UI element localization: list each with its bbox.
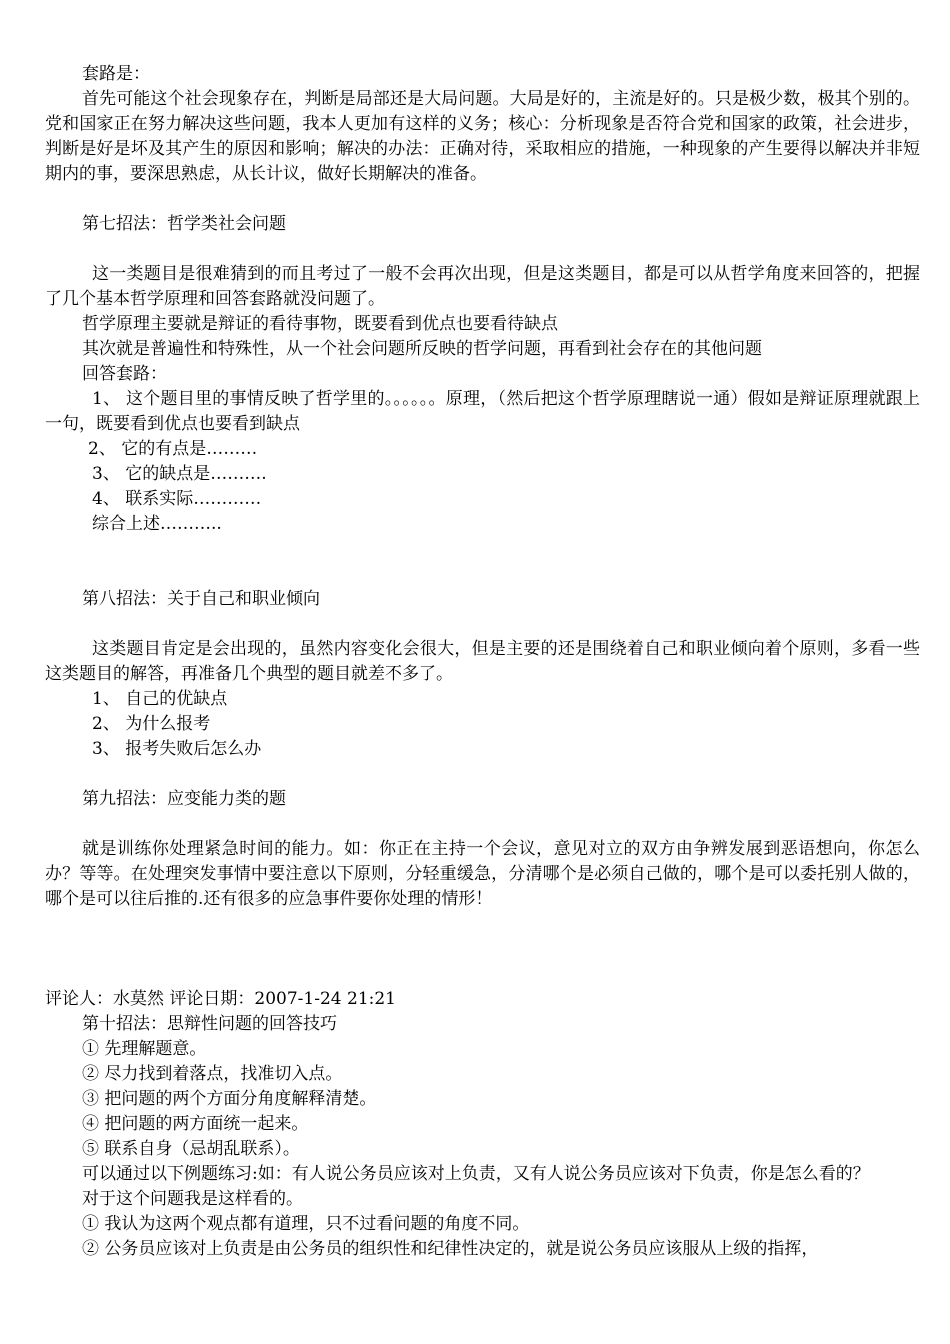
section10-item-3: ③ 把问题的两个方面分角度解释清楚。: [82, 1089, 377, 1109]
section8-paragraph: 这类题目肯定是会出现的，虽然内容变化会很大，但是主要的还是围绕着自己和职业倾向着个原则，多看一些这类题目的解答，再准备几个典型的题目就差不多了。: [45, 639, 920, 684]
section8-item-1: 1、 自己的优缺点: [92, 689, 228, 709]
section7-item-5: 综合上述………..: [92, 514, 222, 534]
section-heading-8: 第八招法：关于自己和职业倾向: [82, 589, 320, 609]
section10-item-2: ② 尽力找到着落点，找准切入点。: [82, 1064, 343, 1084]
section8-item-2: 2、 为什么报考: [92, 714, 211, 734]
section7-paragraph-1: 这一类题目是很难猜到的而且考过了一般不会再次出现，但是这类题目，都是可以从哲学角度来回答的，把握了几个基本哲学原理和回答套路就没问题了。: [45, 264, 920, 309]
intro-label: 套路是：: [82, 64, 150, 84]
section-heading-10: 第十招法：思辩性问题的回答技巧: [82, 1014, 337, 1034]
section-heading-7: 第七招法：哲学类社会问题: [82, 214, 286, 234]
section10-item-4: ④ 把问题的两方面统一起来。: [82, 1114, 309, 1134]
section7-item-4: 4、 联系实际…………: [92, 489, 262, 509]
intro-paragraph: 首先可能这个社会现象存在，判断是局部还是大局问题。大局是好的，主流是好的。只是极少数，极其个别的。党和国家正在努力解决这些问题，我本人更加有这样的义务；核心：分析现象是否符合党和国家的政策，社会进步，判断是好是坏及其产生的原因和影响；解决的办法：正确对待，采取相应的措施，一种现象的产生要得以解决并非短期内的事，要深思熟虑，从长计议，做好长期解决的准备。: [45, 89, 920, 184]
document-page: [45, 62, 920, 1262]
section10-answer-1: ① 我认为这两个观点都有道理，只不过看问题的角度不同。: [82, 1214, 530, 1234]
section10-answer-intro: 对于这个问题我是这样看的。: [82, 1189, 303, 1209]
section7-item-1: 1、 这个题目里的事情反映了哲学里的。。。。。。原理，（然后把这个哲学原理瞎说一通）假如是辩证原理就跟上一句，既要看到优点也要看到缺点: [45, 389, 920, 434]
section10-answer-2: ② 公务员应该对上负责是由公务员的组织性和纪律性决定的，就是说公务员应该服从上级的指挥，: [82, 1239, 819, 1259]
section10-practice: 可以通过以下例题练习:如：有人说公务员应该对上负责，又有人说公务员应该对下负责，你是怎么看的？: [82, 1164, 870, 1184]
section7-paragraph-3: 其次就是普遍性和特殊性，从一个社会问题所反映的哲学问题，再看到社会存在的其他问题: [82, 339, 762, 359]
section7-item-2: 2、 它的有点是………: [88, 439, 258, 459]
section9-paragraph: 就是训练你处理紧急时间的能力。如：你正在主持一个会议，意见对立的双方由争辨发展到恶语想向，你怎么办？等等。在处理突发事情中要注意以下原则，分轻重缓急，分清哪个是必须自己做的，哪个是可以委托别人做的，哪个是可以往后推的.还有很多的应急事件要你处理的情形！: [45, 839, 920, 909]
section7-item-3: 3、 它的缺点是……….: [92, 464, 267, 484]
section7-answer-label: 回答套路：: [82, 364, 167, 384]
section-heading-9: 第九招法：应变能力类的题: [82, 789, 286, 809]
comment-meta: 评论人：水莫然 评论日期：2007-1-24 21:21: [45, 989, 396, 1009]
section7-paragraph-2: 哲学原理主要就是辩证的看待事物，既要看到优点也要看待缺点: [82, 314, 558, 334]
section8-item-3: 3、 报考失败后怎么办: [92, 739, 262, 759]
section10-item-5: ⑤ 联系自身（忌胡乱联系）。: [82, 1139, 300, 1159]
section10-item-1: ① 先理解题意。: [82, 1039, 207, 1059]
